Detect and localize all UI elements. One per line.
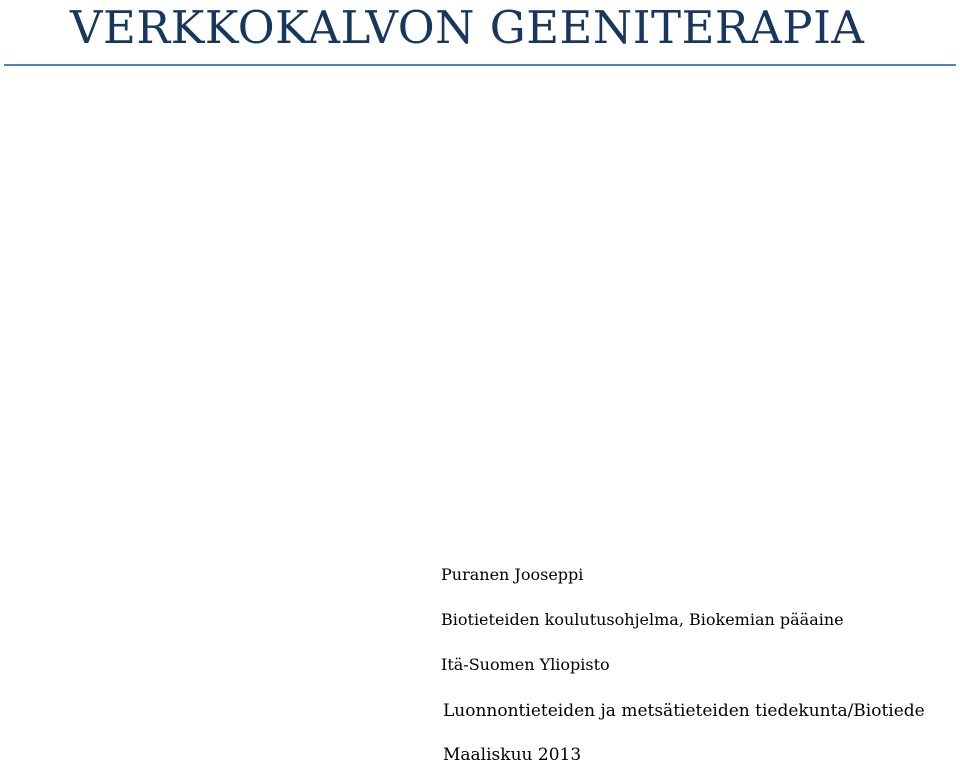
title-underline bbox=[4, 64, 956, 66]
document-title: VERKKOKALVON GEENITERAPIA bbox=[70, 1, 865, 54]
university-name: Itä-Suomen Yliopisto bbox=[441, 655, 610, 674]
author-name: Puranen Jooseppi bbox=[441, 565, 584, 584]
faculty-name: Luonnontieteiden ja metsätieteiden tiedekunta/Biotiede bbox=[443, 701, 925, 721]
publication-date: Maaliskuu 2013 bbox=[443, 745, 582, 765]
degree-program: Biotieteiden koulutusohjelma, Biokemian pääaine bbox=[441, 610, 844, 629]
